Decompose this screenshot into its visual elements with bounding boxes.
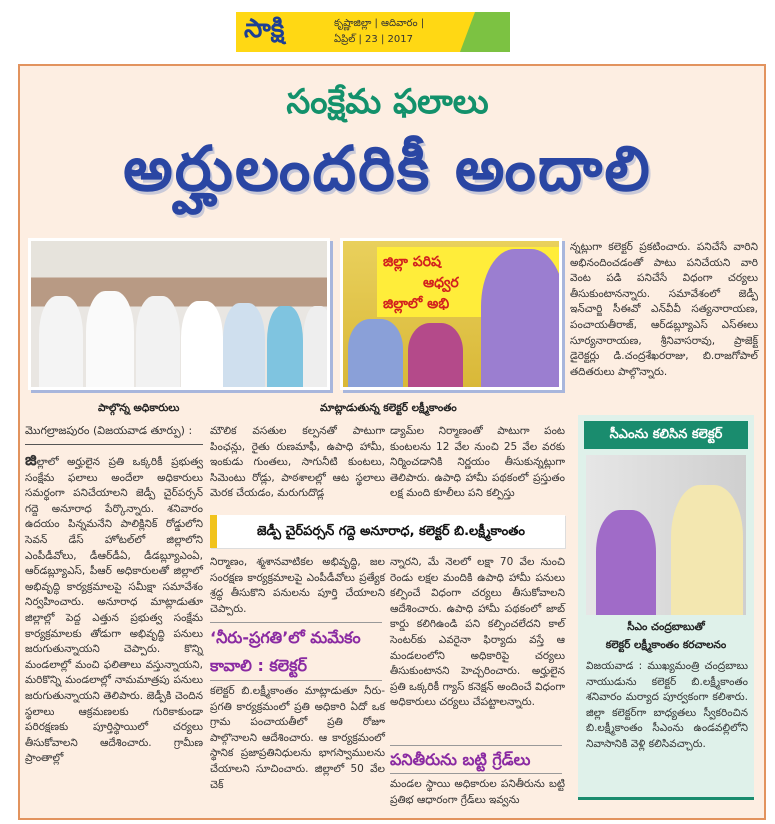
cm-photo-caption2: కలెక్టర్ లక్ష్మీకాంతం కరచాలనం — [605, 639, 727, 651]
collector-speaking-photo — [340, 238, 562, 390]
banner-line: జిల్లా పరిష — [383, 254, 442, 270]
divider — [390, 773, 562, 774]
col1-body: ల్లాలో అర్హులైన ప్రతి ఒక్కరికీ ప్రభుత్వ సంక్షేమ ఫలాలు అందేలా అధికారులు సమర్థంగా పనిచేయాలని జెడ్పీ చైర్‌పర్సన్ గద్దె అనూరాధ పేర్కొన్నారు. శనివారం ఉదయం పిన్నమనేని పాలిక్లినిక్ రోడ్డులోని సెవన్ డేస్ హోటల్‌లో జిల్లాలోని ఎంపీడీవోలు, డీఆర్‌డీఏ, డీడబ్ల్యూఎంఏ, ఆర్‌డబ్ల్యూఎస్, పీఆర్ అధికారులతో జిల్లాలో అభివృద్ధి కార్యక్రమాలపై సమీక్షా సమావేశం నిర్వహించారు. అనూరాధ మాట్లాడుతూ జిల్లాల్లో పెద్ద ఎత్తున ప్రభుత్వ సంక్షేమ కార్యక్రమాలకు తోడుగా అభివృద్ధి పనులు జరుగుతున్నాయని చెప్పారు. కొన్ని మండలాల్లో మంచి ఫలితాలు వస్తున్నాయని, మరికొన్ని మండలాల్లో నామమాత్రపు పనులు జరుగుతున్నాయని తెలిపారు. జెడ్పీకి చెందిన స్థలాలు ఆక్రమణలకు గురికాకుండా పరిరక్షణకు పూర్తిస్థాయిలో చర్యలు తీసుకోవాలని ఆదేశించారు. గ్రామీణ ప్రాంతాల్లో — [25, 456, 203, 765]
highlight-box: జెడ్పీ చైర్‌పర్సన్ గద్దె అనూరాధ, కలెక్టర్ బి.లక్ష్మీకాంతం — [210, 515, 565, 548]
cm-meeting-box — [578, 415, 754, 800]
edition-info — [334, 16, 424, 48]
divider — [390, 745, 562, 746]
person-figure — [136, 296, 180, 390]
col3a-text: డ్యామ్‌ల నిర్మాణంతో పాటుగా పంట కుంటలను 12 వేల నుంచి 25 వేల వరకు నిర్మించడానికి నిర్ణయం తీసుకున్నట్లుగా తెలిపారు. ఉపాధి హామీ పథకంలో ప్రస్తుతం లక్ష మంది కూలీలు పని కల్పిస్తు — [390, 425, 565, 500]
officials-photo — [28, 238, 330, 390]
masthead — [236, 12, 510, 52]
dateline: మొగల్రాజపురం (విజయవాడ తూర్పు) : — [25, 424, 203, 445]
person-figure — [671, 485, 743, 615]
article-kicker: సంక్షేమ ఫలాలు — [286, 82, 489, 122]
col1-text — [25, 452, 203, 767]
person-figure — [181, 301, 223, 390]
col3c-text: మండల స్థాయి అధికారుల పనితీరును బట్టి ప్రతిభ ఆధారంగా గ్రేడ్‌లు ఇవ్వను — [390, 778, 565, 806]
cm-handshake-photo — [586, 455, 746, 615]
col3b-text: న్నారని, మే నెలలో లక్షా 70 వేల నుంచి రెండు లక్షల మందికి ఉపాధి హామీ పనులు కల్పించే విధంగా చర్యలు తీసుకోవాలని ఆదేశించారు. ఉపాధి హామీ పథకంలో జాబ్ కార్డు కలిగిఉండి పని కల్పించలేదని కాల్ సెంటర్‌కు ఎవరైనా ఫిర్యాదు వస్తే ఆ మండలంలోని అధికారిపై చర్యలు తీసుకుంటానని హెచ్చరించారు. అర్హులైన ప్రతి ఒక్కరికీ గ్యాస్ కనెక్షన్ అందించే విధంగా అధికారులు చర్యలు చేపట్టాలన్నారు. — [390, 556, 565, 709]
person-figure — [86, 291, 134, 390]
cm-box-text: విజయవాడ : ముఖ్యమంత్రి చంద్రబాబు నాయుడును కలెక్టర్ బి.లక్ష్మీకాంతం శనివారం మర్యాద పూర్వకంగా కలిశారు. జిల్లా కలెక్టర్‌గా బాధ్యతలు స్వీకరించిన బి.లక్ష్మీకాంతం సీఎంను ఉండవల్లిలోని నివాసానికి వెళ్లి కలిసివచ్చారు. — [586, 660, 748, 750]
divider — [210, 622, 382, 623]
subhead-collector: కావాలి : కలెక్టర్ — [210, 656, 307, 675]
divider — [210, 680, 382, 681]
article-headline: అర్హులందరికీ అందాలి — [123, 132, 652, 205]
person-figure — [408, 323, 463, 390]
person-figure — [39, 296, 83, 390]
col4-text: న్నట్లుగా కలెక్టర్ ప్రకటించారు. పనిచేసే వారిని అభినందించడంతో పాటు పనిచేయని వారి వెంట పడి పనిచేసే విధంగా చర్యలు తీసుకుంటానన్నారు. సమావేశంలో జెడ్పీ ఇన్‌చార్జి సీఈవో ఎన్‌వీవీ సత్యనారాయణ, పంచాయతీరాజ్, ఆర్‌డబ్ల్యూఎస్ ఎస్‌ఈలు సూర్యనారాయణ, శ్రీనివాసరావు, ప్రాజెక్ట్ డైరెక్టర్లు డి.చంద్రశేఖరరాజు, బి.రాజగోపాల్ తదితరులు పాల్గొన్నారు. — [570, 241, 758, 378]
sakshi-logo: సాక్షి — [244, 14, 285, 44]
photo2-caption: మాట్లాడుతున్న కలెక్టర్ లక్ష్మీకాంతం — [320, 402, 457, 414]
col2c-text: కలెక్టర్ బి.లక్ష్మీకాంతం మాట్లాడుతూ నీరు-ప్రగతి కార్యక్రమంలో ప్రతి అధికారి ఏదో ఒక గ్రామ పంచాయతీలో ప్రతి రోజూ పాల్గొనాలని ఆదేశించారు. ఆ కార్యక్రమంలో స్థానిక ప్రజాప్రతినిధులను భాగస్వాములను చేయాలని సూచించారు. జిల్లాలో 50 వేల చెక్ — [210, 685, 385, 791]
edition-district-day: కృష్ణాజిల్లా | ఆదివారం | — [334, 18, 425, 29]
person-figure — [481, 249, 562, 390]
banner-line: జిల్లాలో అభి — [383, 296, 450, 312]
person-figure — [596, 510, 656, 615]
edition-date: ఏప్రిల్ | 23 | 2017 — [334, 34, 413, 45]
person-figure — [303, 306, 330, 390]
person-figure — [267, 306, 303, 390]
person-figure — [348, 319, 403, 390]
cm-box-title: సీఎంను కలిసిన కలెక్టర్ — [584, 421, 748, 449]
photo1-caption: పాల్గొన్న అధికారులు — [98, 402, 180, 414]
drop-cap: జి — [25, 450, 37, 469]
col2a-text: మౌలిక వసతుల కల్పనతో పాటుగా పింఛన్లు, రైతు రుణమాఫీ, ఉపాధి హామీ, ఇంకుడు గుంతలు, సాగునీటి కుంటలు, సిమెంటు రోడ్లు, పాఠశాలల్లో ఆట స్థలాలు మెరక చేయడం, మరుగుదొడ్ల — [210, 425, 385, 500]
masthead-accent — [460, 12, 510, 52]
subhead-grades: పనితీరును బట్టి గ్రేడ్‌లు — [390, 750, 531, 769]
person-figure — [223, 303, 265, 390]
cm-photo-caption1: సీఎం చంద్రబాబుతో — [627, 621, 705, 633]
col2b-text: నిర్మాణం, శ్మశానవాటికల అభివృద్ధి, జల సంరక్షణ కార్యక్రమాలపై ఎంపీడీవోలు ప్రత్యేక శ్రద్ధ తీసుకొని పనులను పూర్తి చేయాలని చెప్పారు. — [210, 556, 385, 615]
subhead-neeru-pragati: ‘నీరు-ప్రగతి’లో మమేకం — [210, 628, 361, 647]
banner-line: ఆధ్వర — [423, 275, 459, 291]
